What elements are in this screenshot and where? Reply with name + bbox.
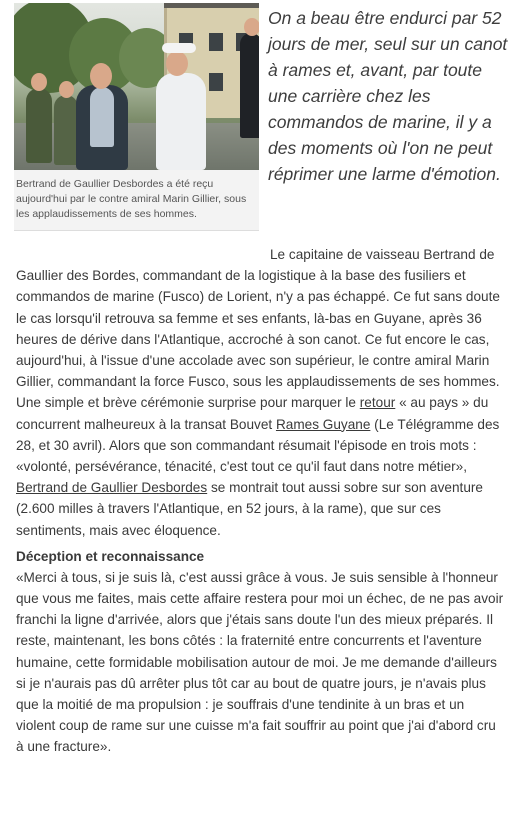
photo-head — [31, 73, 47, 91]
article-figure — [14, 3, 259, 231]
link-rames-guyane[interactable]: Rames Guyane — [275, 416, 371, 432]
paragraph-text: se montrait tout aussi sobre sur son aventure (2.600 milles à travers l'Atlantique, en 52 jours, à la rame), que sur ces sentiments, mais avec éloquence. — [16, 480, 483, 538]
photo-person — [54, 95, 78, 165]
article-paragraph — [16, 244, 506, 541]
photo-person — [90, 87, 114, 147]
photo-person — [240, 33, 259, 138]
section-subheading: Déception et reconnaissance — [16, 548, 205, 564]
paragraph-text: Le capitaine de vaisseau Bertrand de Gaullier des Bordes, commandant de la logistique à la base des fusiliers et commandos de marine (Fusco) de Lorient, n'y a pas échappé. Ce fut sans doute le cas lorsqu'il retrouva sa femme et ses enfants, là-bas en Guyane, après 36 heures de dérive dans l'Atlantique, accroché à son canot. Ce fut encore le cas, aujourd'hui, à l'issue d'une accolade avec son supérieur, le contre amiral Marin Gillier, commandant la force Fusco, sous les applaudissements de ses hommes. Une simple et brève cérémonie surprise pour marquer le — [16, 247, 500, 411]
photo-person — [26, 88, 52, 163]
link-retour[interactable]: retour — [359, 395, 396, 411]
paragraph-text: « au pays » du concurrent malheureux à la transat Bouvet — [16, 395, 489, 432]
link-bertrand-de-gaullier-desbordes[interactable]: Bertrand de Gaullier Desbordes — [16, 480, 208, 496]
pull-quote: On a beau être endurci par 52 jours de mer, seul sur un canot à rames et, avant, par toute une carrière chez les commandos de marine, il y a des moments où l'on ne peut réprimer une larme d'émotion. — [268, 8, 508, 184]
article-body — [16, 244, 506, 758]
photo-head — [59, 81, 74, 98]
photo-window — [209, 73, 223, 91]
photo-caption: Bertrand de Gaullier Desbordes a été reçu aujourd'hui par le contre amiral Marin Gillier, sous les applaudissements de ses hommes. — [14, 170, 259, 231]
photo-head — [166, 51, 188, 76]
photo-head — [90, 63, 112, 89]
article-photo[interactable] — [14, 3, 259, 170]
article-paragraph: «Merci à tous, si je suis là, c'est aussi grâce à vous. Je suis sensible à l'honneur que vous me faites, mais cette affaire restera pour moi un échec, de ne pas avoir franchi la ligne d'arrivée, alors que j'étais sans doute l'un des mieux préparés. Il reste, maintenant, les bons côtés : la fraternité entre concurrents et l'aventure humaine, cette formidable mobilisation autour de moi. Je me demande d'ailleurs si je n'aurais pas dû arrêter plus tôt car au bout de quatre jours, je n'avais plus que la moitié de ma propulsion : je souffrais d'une tendinite à un bras et un violent coup de rame sur une cuisse m'a fait souffrir au point que j'ai d'abord cru à une fracture». — [16, 569, 504, 755]
photo-window — [209, 33, 223, 51]
photo-person — [162, 43, 196, 53]
paragraph-text: (Le Télégramme des 28, et 30 avril). Alors que son commandant résumait l'épisode en trois mots : «volonté, persévérance, ténacité, c'est tout ce qu'il faut dans notre métier», — [16, 416, 500, 475]
photo-head — [244, 18, 259, 36]
photo-person — [156, 73, 206, 170]
